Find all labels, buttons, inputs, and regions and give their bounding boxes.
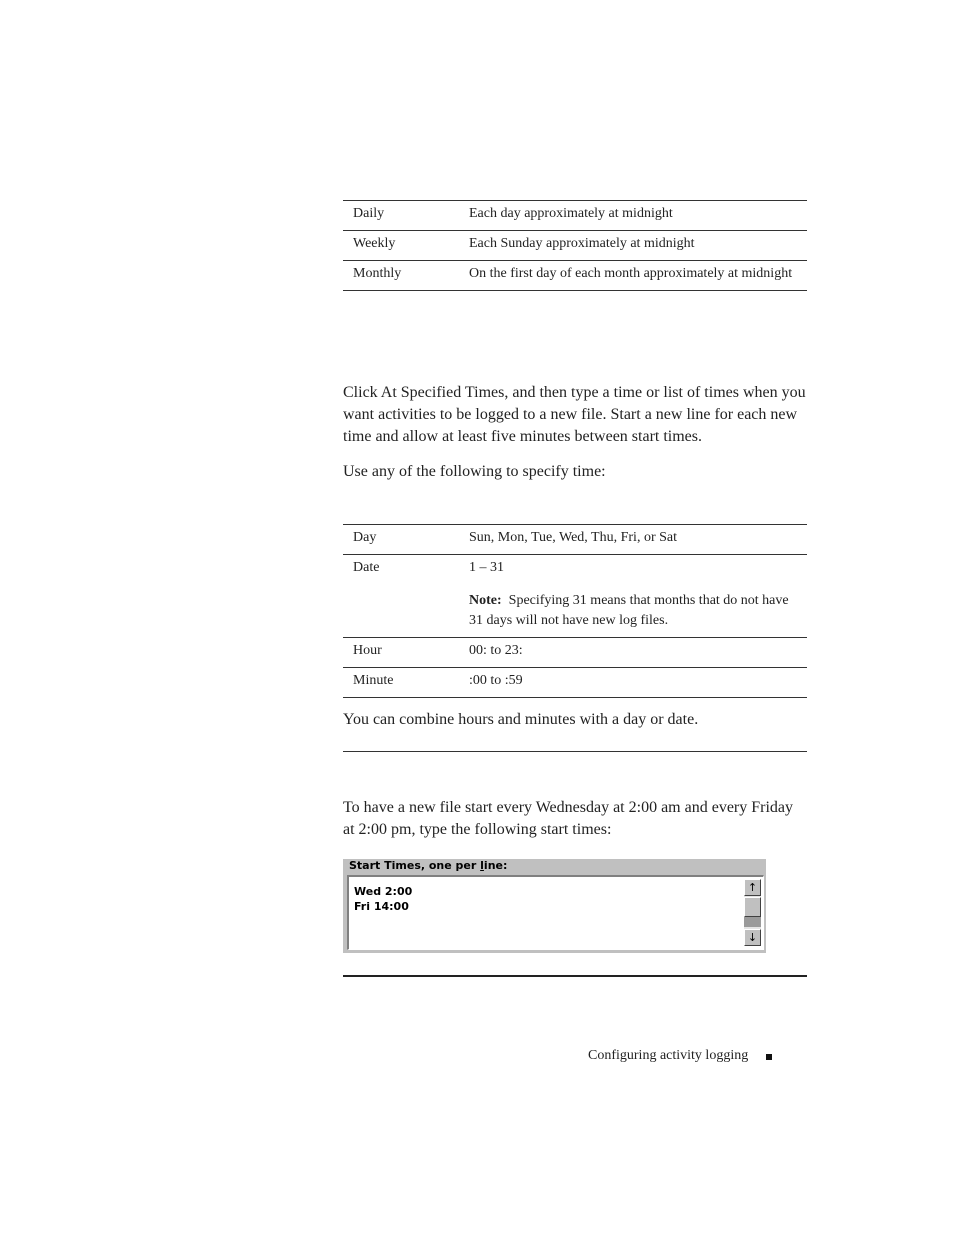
- running-footer: Configuring activity logging: [588, 1048, 749, 1063]
- footer-square-icon: [766, 1054, 772, 1060]
- table-row: [343, 231, 807, 261]
- note-label: Note:: [469, 593, 502, 608]
- scroll-up-icon[interactable]: ↑: [744, 879, 761, 896]
- intro-section: [343, 382, 807, 483]
- time-unit-desc: Sun, Mon, Tue, Wed, Thu, Fri, or Sat: [469, 525, 807, 555]
- time-unit-desc: 1 – 31: [469, 560, 504, 575]
- section-end-rule: [343, 975, 807, 977]
- example-section: [343, 797, 807, 841]
- start-times-dialog-snippet: [343, 859, 766, 953]
- time-unit-desc: 00: to 23:: [469, 638, 807, 668]
- time-unit-name: Day: [343, 525, 469, 555]
- example-text: To have a new file start every Wednesday at 2:00 am and every Friday at 2:00 pm, type the following start times:: [343, 799, 794, 838]
- time-unit-name: Date: [343, 555, 469, 638]
- intro-paragraph: Click At Specified Times, and then type a time or list of times when you want activities to be logged to a new file. Start a new line for each new time and allow at least five minutes between start times.: [343, 384, 806, 445]
- frequency-desc: Each day approximately at midnight: [469, 201, 807, 231]
- time-unit-name: Hour: [343, 638, 469, 668]
- table-row: [343, 261, 807, 291]
- time-table-wrapper: [343, 524, 807, 698]
- combine-text: You can combine hours and minutes with a day or date.: [343, 711, 699, 728]
- section-divider: [343, 751, 807, 752]
- table-row: [343, 555, 807, 638]
- time-unit-desc-with-note: [469, 555, 807, 638]
- combine-section: [343, 709, 807, 731]
- time-unit-desc: :00 to :59: [469, 668, 807, 698]
- start-time-line: Fri 14:00: [354, 900, 409, 913]
- table-row: [343, 668, 807, 698]
- vertical-scrollbar[interactable]: [744, 879, 761, 946]
- frequency-name: Weekly: [343, 231, 469, 261]
- time-spec-table: [343, 524, 807, 698]
- start-times-label: Start Times, one per line:: [349, 859, 508, 872]
- time-unit-name: Minute: [343, 668, 469, 698]
- intro-paragraph-2: Use any of the following to specify time:: [343, 463, 606, 480]
- note-text: Specifying 31 means that months that do not have 31 days will not have new log files.: [469, 593, 789, 628]
- frequency-name: Monthly: [343, 261, 469, 291]
- table-row: [343, 525, 807, 555]
- table-row: [343, 201, 807, 231]
- scroll-thumb[interactable]: [744, 897, 761, 917]
- scroll-down-icon[interactable]: ↓: [744, 929, 761, 946]
- start-time-line: Wed 2:00: [354, 885, 413, 898]
- start-times-lines: [354, 884, 412, 914]
- frequency-name: Daily: [343, 201, 469, 231]
- frequency-table-wrapper: [343, 200, 807, 291]
- frequency-desc: Each Sunday approximately at midnight: [469, 231, 807, 261]
- scroll-track[interactable]: [744, 917, 761, 927]
- table-row: [343, 638, 807, 668]
- start-times-textarea[interactable]: [347, 875, 764, 950]
- frequency-desc: On the first day of each month approximately at midnight: [469, 261, 807, 291]
- frequency-table: [343, 200, 807, 291]
